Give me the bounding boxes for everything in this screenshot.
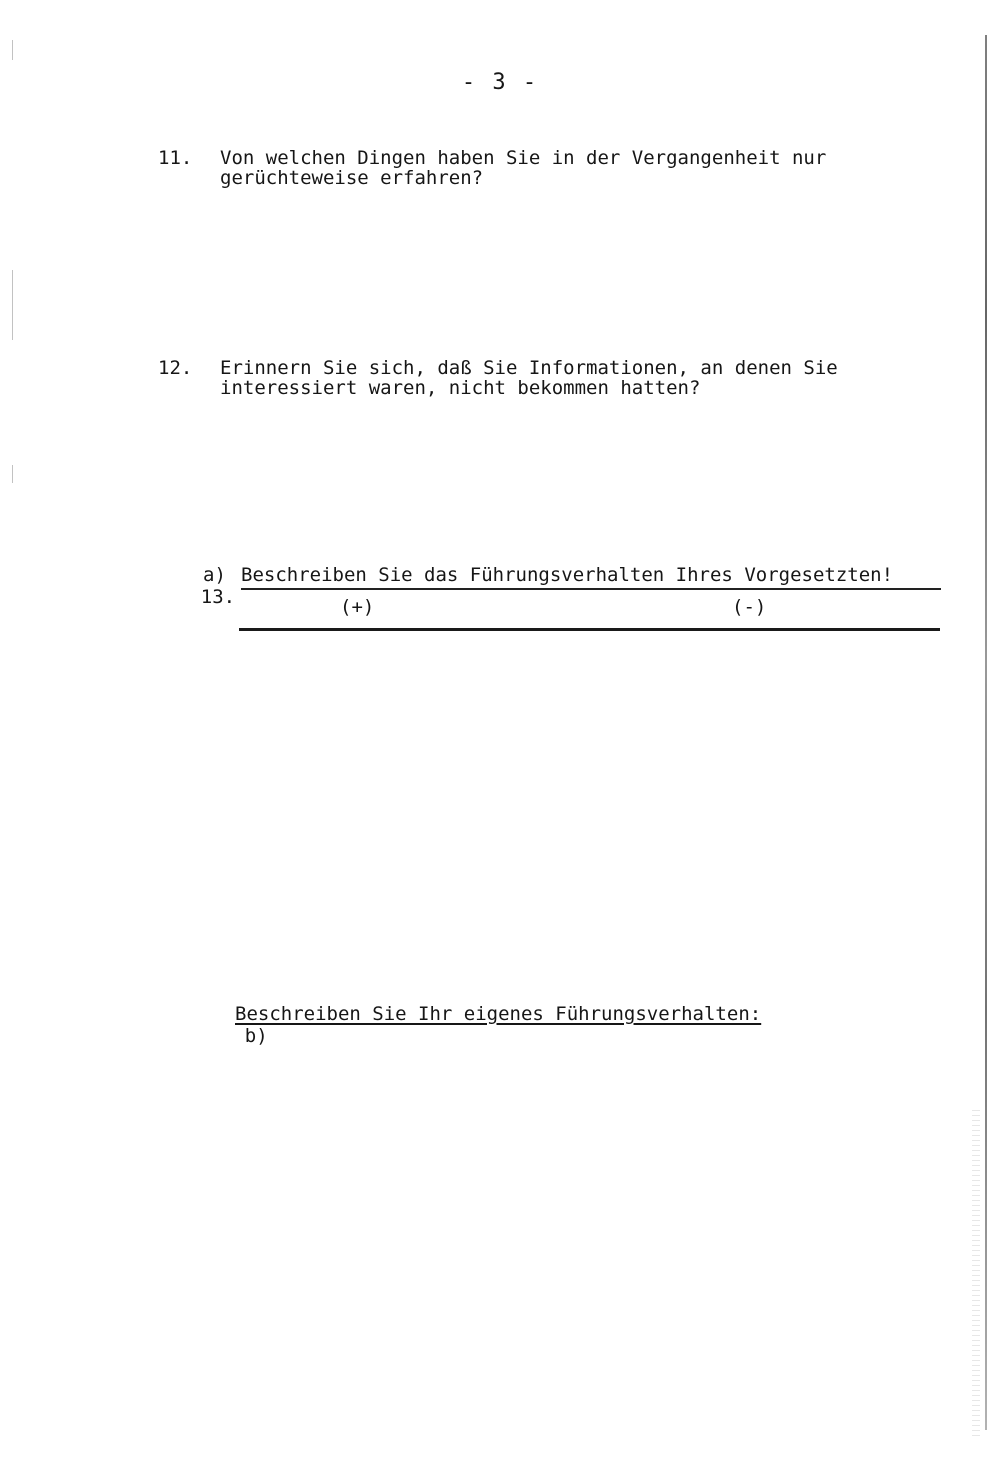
question-line: gerüchteweise erfahren?: [220, 167, 484, 189]
question-number: 11.: [158, 147, 193, 169]
question-line: interessiert waren, nicht bekommen hatten?: [220, 377, 701, 399]
section-heading: Beschreiben Sie das Führungsverhalten Ihres Vorgesetzten!: [241, 564, 941, 590]
scan-edge-line: [985, 35, 987, 1430]
positive-negative-header: [239, 596, 940, 631]
part-label: b): [244, 1025, 268, 1047]
question-line: Erinnern Sie sich, daß Sie Informationen, an denen Sie: [220, 357, 838, 379]
question-11: [158, 147, 827, 228]
question-13b: [199, 1003, 762, 1091]
scan-margin-mark: [12, 270, 13, 340]
part-label: a): [203, 564, 226, 586]
scan-margin-mark: [12, 465, 13, 483]
question-text: [220, 148, 826, 188]
question-number: 12.: [158, 357, 193, 379]
scan-margin-mark: [12, 40, 13, 60]
question-12: [158, 357, 838, 438]
page-number: - 3 -: [461, 70, 539, 95]
question-13a: [155, 564, 894, 674]
question-number: 13.: [200, 586, 236, 608]
negative-column-label: (-): [732, 596, 767, 618]
scan-speckle: [972, 1110, 980, 1440]
positive-column-label: (+): [340, 596, 375, 618]
section-heading: Beschreiben Sie Ihr eigenes Führungsverhalten:: [235, 1003, 762, 1025]
question-text: [220, 358, 838, 398]
question-line: Von welchen Dingen haben Sie in der Vergangenheit nur: [220, 147, 827, 169]
